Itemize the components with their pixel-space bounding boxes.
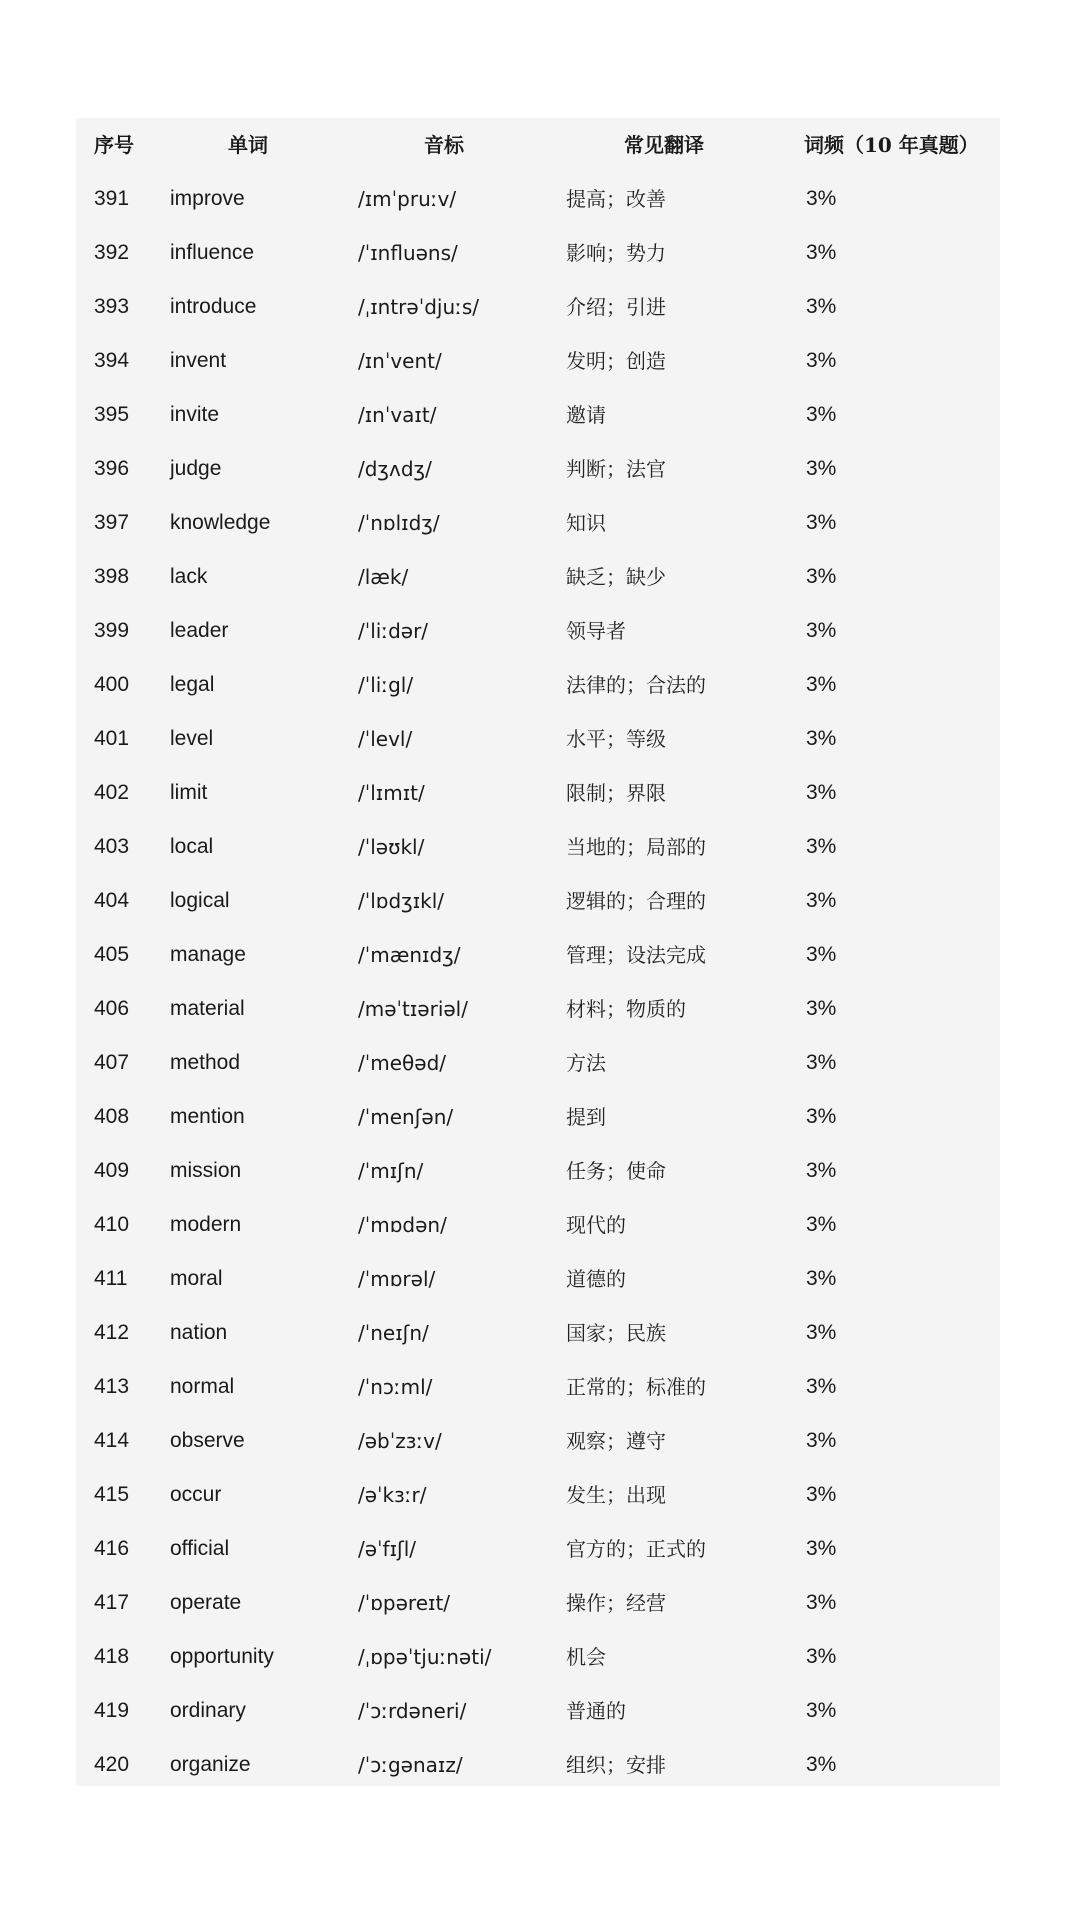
table-row [76, 442, 1000, 496]
table-row [76, 1252, 1000, 1306]
row-number: 418 [94, 1645, 130, 1668]
row-number: 408 [94, 1105, 130, 1128]
row-frequency: 3% [806, 1159, 837, 1182]
row-phonetic: /ˈneɪʃn/ [358, 1321, 429, 1345]
row-phonetic: /ˈɔːrdəneri/ [358, 1699, 467, 1723]
row-number: 407 [94, 1051, 130, 1074]
row-frequency: 3% [806, 1591, 837, 1614]
row-frequency: 3% [806, 1537, 837, 1560]
row-number: 403 [94, 835, 130, 858]
table-row [76, 1036, 1000, 1090]
row-translation: 邀请 [566, 403, 606, 427]
row-phonetic: /ˈmenʃən/ [358, 1105, 454, 1129]
table-row [76, 1738, 1000, 1792]
row-phonetic: /ˈɒpəreɪt/ [358, 1591, 451, 1615]
row-word: mention [170, 1105, 245, 1128]
row-frequency: 3% [806, 1321, 837, 1344]
row-word: limit [170, 781, 208, 804]
row-frequency: 3% [806, 1105, 837, 1128]
row-frequency: 3% [806, 1645, 837, 1668]
row-frequency: 3% [806, 403, 837, 426]
header-translation: 常见翻译 [624, 133, 704, 157]
row-phonetic: /ˌɪntrəˈdjuːs/ [358, 295, 480, 319]
row-frequency: 3% [806, 457, 837, 480]
row-word: legal [170, 673, 215, 696]
table-row [76, 820, 1000, 874]
row-frequency: 3% [806, 619, 837, 642]
row-translation: 发明；创造 [566, 349, 666, 373]
row-frequency: 3% [806, 511, 837, 534]
row-phonetic: /ˌɒpəˈtjuːnəti/ [358, 1645, 492, 1669]
row-number: 391 [94, 187, 130, 210]
row-number: 392 [94, 241, 130, 264]
row-phonetic: /ˈnɒlɪdʒ/ [358, 511, 440, 535]
row-phonetic: /ˈlɪmɪt/ [358, 781, 425, 805]
row-word: manage [170, 943, 246, 966]
row-translation: 任务；使命 [566, 1159, 666, 1183]
row-number: 415 [94, 1483, 130, 1506]
row-frequency: 3% [806, 1483, 837, 1506]
row-translation: 机会 [566, 1645, 606, 1669]
row-word: opportunity [170, 1645, 274, 1668]
row-phonetic: /ˈmænɪdʒ/ [358, 943, 461, 967]
header-word: 单词 [228, 133, 268, 157]
table-row [76, 496, 1000, 550]
row-frequency: 3% [806, 1051, 837, 1074]
row-word: introduce [170, 295, 257, 318]
row-phonetic: /ˈlɒdʒɪkl/ [358, 889, 445, 913]
row-word: official [170, 1537, 230, 1560]
row-phonetic: /ˈlevl/ [358, 727, 413, 751]
table-row [76, 1360, 1000, 1414]
row-phonetic: /əˈfɪʃl/ [358, 1537, 417, 1561]
row-translation: 领导者 [566, 619, 626, 643]
row-number: 410 [94, 1213, 130, 1236]
table-row [76, 334, 1000, 388]
row-number: 396 [94, 457, 130, 480]
table-row [76, 658, 1000, 712]
row-translation: 普通的 [566, 1699, 626, 1723]
row-word: invite [170, 403, 220, 426]
row-word: influence [170, 241, 255, 264]
row-phonetic: /læk/ [358, 565, 409, 589]
row-translation: 限制；界限 [566, 781, 666, 805]
row-number: 409 [94, 1159, 130, 1182]
table-row [76, 1144, 1000, 1198]
row-frequency: 3% [806, 241, 837, 264]
row-translation: 观察；遵守 [566, 1429, 666, 1453]
row-frequency: 3% [806, 781, 837, 804]
row-word: mission [170, 1159, 242, 1182]
table-row [76, 1414, 1000, 1468]
table-row [76, 550, 1000, 604]
row-number: 416 [94, 1537, 130, 1560]
row-word: judge [170, 457, 222, 480]
row-number: 405 [94, 943, 130, 966]
row-number: 401 [94, 727, 130, 750]
row-translation: 材料；物质的 [566, 997, 686, 1021]
table-row [76, 766, 1000, 820]
table-row [76, 388, 1000, 442]
table-row [76, 712, 1000, 766]
row-phonetic: /ɪnˈvent/ [358, 349, 442, 373]
row-phonetic: /ˈləʊkl/ [358, 835, 425, 859]
row-translation: 正常的；标准的 [566, 1375, 706, 1399]
row-phonetic: /ˈmeθəd/ [358, 1051, 446, 1075]
row-word: nation [170, 1321, 228, 1344]
row-word: modern [170, 1213, 242, 1236]
row-translation: 逻辑的；合理的 [566, 889, 706, 913]
row-number: 393 [94, 295, 130, 318]
row-translation: 提到 [566, 1105, 606, 1129]
row-word: method [170, 1051, 241, 1074]
row-number: 400 [94, 673, 130, 696]
row-phonetic: /əbˈzɜːv/ [358, 1429, 442, 1453]
row-frequency: 3% [806, 565, 837, 588]
table-row [76, 1468, 1000, 1522]
row-frequency: 3% [806, 835, 837, 858]
row-translation: 缺乏；缺少 [566, 565, 666, 589]
row-frequency: 3% [806, 1429, 837, 1452]
table-row [76, 982, 1000, 1036]
row-frequency: 3% [806, 1753, 837, 1776]
row-word: leader [170, 619, 229, 642]
row-translation: 现代的 [566, 1213, 626, 1237]
row-word: ordinary [170, 1699, 246, 1722]
row-number: 404 [94, 889, 130, 912]
row-translation: 提高；改善 [566, 187, 666, 211]
row-phonetic: /ˈmɪʃn/ [358, 1159, 424, 1183]
row-phonetic: /ˈliːdər/ [358, 619, 429, 643]
row-frequency: 3% [806, 1267, 837, 1290]
row-word: knowledge [170, 511, 271, 534]
vocabulary-table [76, 118, 1000, 1786]
row-word: observe [170, 1429, 245, 1452]
row-word: material [170, 997, 245, 1020]
row-phonetic: /dʒʌdʒ/ [358, 457, 432, 481]
row-number: 399 [94, 619, 130, 642]
table-row [76, 226, 1000, 280]
row-phonetic: /ˈnɔːml/ [358, 1375, 433, 1399]
row-translation: 判断；法官 [566, 457, 666, 481]
row-number: 414 [94, 1429, 130, 1452]
table-row [76, 604, 1000, 658]
row-frequency: 3% [806, 889, 837, 912]
row-frequency: 3% [806, 295, 837, 318]
row-phonetic: /ˈmɒrəl/ [358, 1267, 436, 1291]
row-number: 417 [94, 1591, 130, 1614]
header-frequency: 词频（10 年真题） [804, 133, 979, 157]
row-word: operate [170, 1591, 242, 1614]
row-frequency: 3% [806, 349, 837, 372]
table-row [76, 1630, 1000, 1684]
table-row [76, 928, 1000, 982]
row-number: 411 [94, 1267, 128, 1290]
row-number: 402 [94, 781, 130, 804]
table-row [76, 1522, 1000, 1576]
header-no: 序号 [94, 133, 134, 157]
row-word: level [170, 727, 214, 750]
row-translation: 发生；出现 [566, 1483, 666, 1507]
row-phonetic: /ɪmˈpruːv/ [358, 187, 457, 211]
row-phonetic: /ˈmɒdən/ [358, 1213, 447, 1237]
row-translation: 管理；设法完成 [566, 943, 706, 967]
row-number: 395 [94, 403, 130, 426]
row-number: 406 [94, 997, 130, 1020]
table-row [76, 1306, 1000, 1360]
row-word: improve [170, 187, 245, 210]
row-translation: 道德的 [566, 1267, 626, 1291]
row-number: 420 [94, 1753, 130, 1776]
row-word: local [170, 835, 214, 858]
row-translation: 影响；势力 [566, 241, 666, 265]
row-word: lack [170, 565, 208, 588]
row-translation: 组织；安排 [566, 1753, 666, 1777]
header-ipa: 音标 [424, 133, 464, 157]
row-word: logical [170, 889, 230, 912]
row-frequency: 3% [806, 1213, 837, 1236]
table-row [76, 172, 1000, 226]
table-row [76, 1090, 1000, 1144]
row-word: normal [170, 1375, 235, 1398]
row-number: 398 [94, 565, 130, 588]
row-frequency: 3% [806, 187, 837, 210]
row-number: 419 [94, 1699, 130, 1722]
row-word: moral [170, 1267, 223, 1290]
row-frequency: 3% [806, 997, 837, 1020]
table-row [76, 874, 1000, 928]
row-frequency: 3% [806, 1375, 837, 1398]
table-header [76, 118, 1000, 172]
row-translation: 水平；等级 [566, 727, 666, 751]
row-phonetic: /ˈliːgl/ [358, 673, 414, 697]
row-phonetic: /ɪnˈvaɪt/ [358, 403, 437, 427]
row-number: 413 [94, 1375, 130, 1398]
row-translation: 方法 [566, 1051, 606, 1075]
row-word: invent [170, 349, 227, 372]
row-phonetic: /əˈkɜːr/ [358, 1483, 427, 1507]
row-frequency: 3% [806, 673, 837, 696]
row-phonetic: /ˈɪnfluəns/ [358, 241, 458, 265]
table-row [76, 280, 1000, 334]
table-row [76, 1576, 1000, 1630]
row-phonetic: /ˈɔːgənaɪz/ [358, 1753, 463, 1777]
row-word: organize [170, 1753, 251, 1776]
row-phonetic: /məˈtɪəriəl/ [358, 997, 468, 1021]
table-row [76, 1198, 1000, 1252]
row-translation: 法律的；合法的 [566, 673, 706, 697]
row-frequency: 3% [806, 943, 837, 966]
row-translation: 当地的；局部的 [566, 835, 706, 859]
row-translation: 介绍；引进 [566, 295, 666, 319]
row-frequency: 3% [806, 727, 837, 750]
row-number: 397 [94, 511, 130, 534]
table-row [76, 1684, 1000, 1738]
row-number: 394 [94, 349, 130, 372]
row-word: occur [170, 1483, 222, 1506]
row-frequency: 3% [806, 1699, 837, 1722]
row-translation: 操作；经营 [566, 1591, 666, 1615]
row-translation: 知识 [566, 511, 606, 535]
row-translation: 国家；民族 [566, 1321, 666, 1345]
row-translation: 官方的；正式的 [566, 1537, 706, 1561]
row-number: 412 [94, 1321, 130, 1344]
